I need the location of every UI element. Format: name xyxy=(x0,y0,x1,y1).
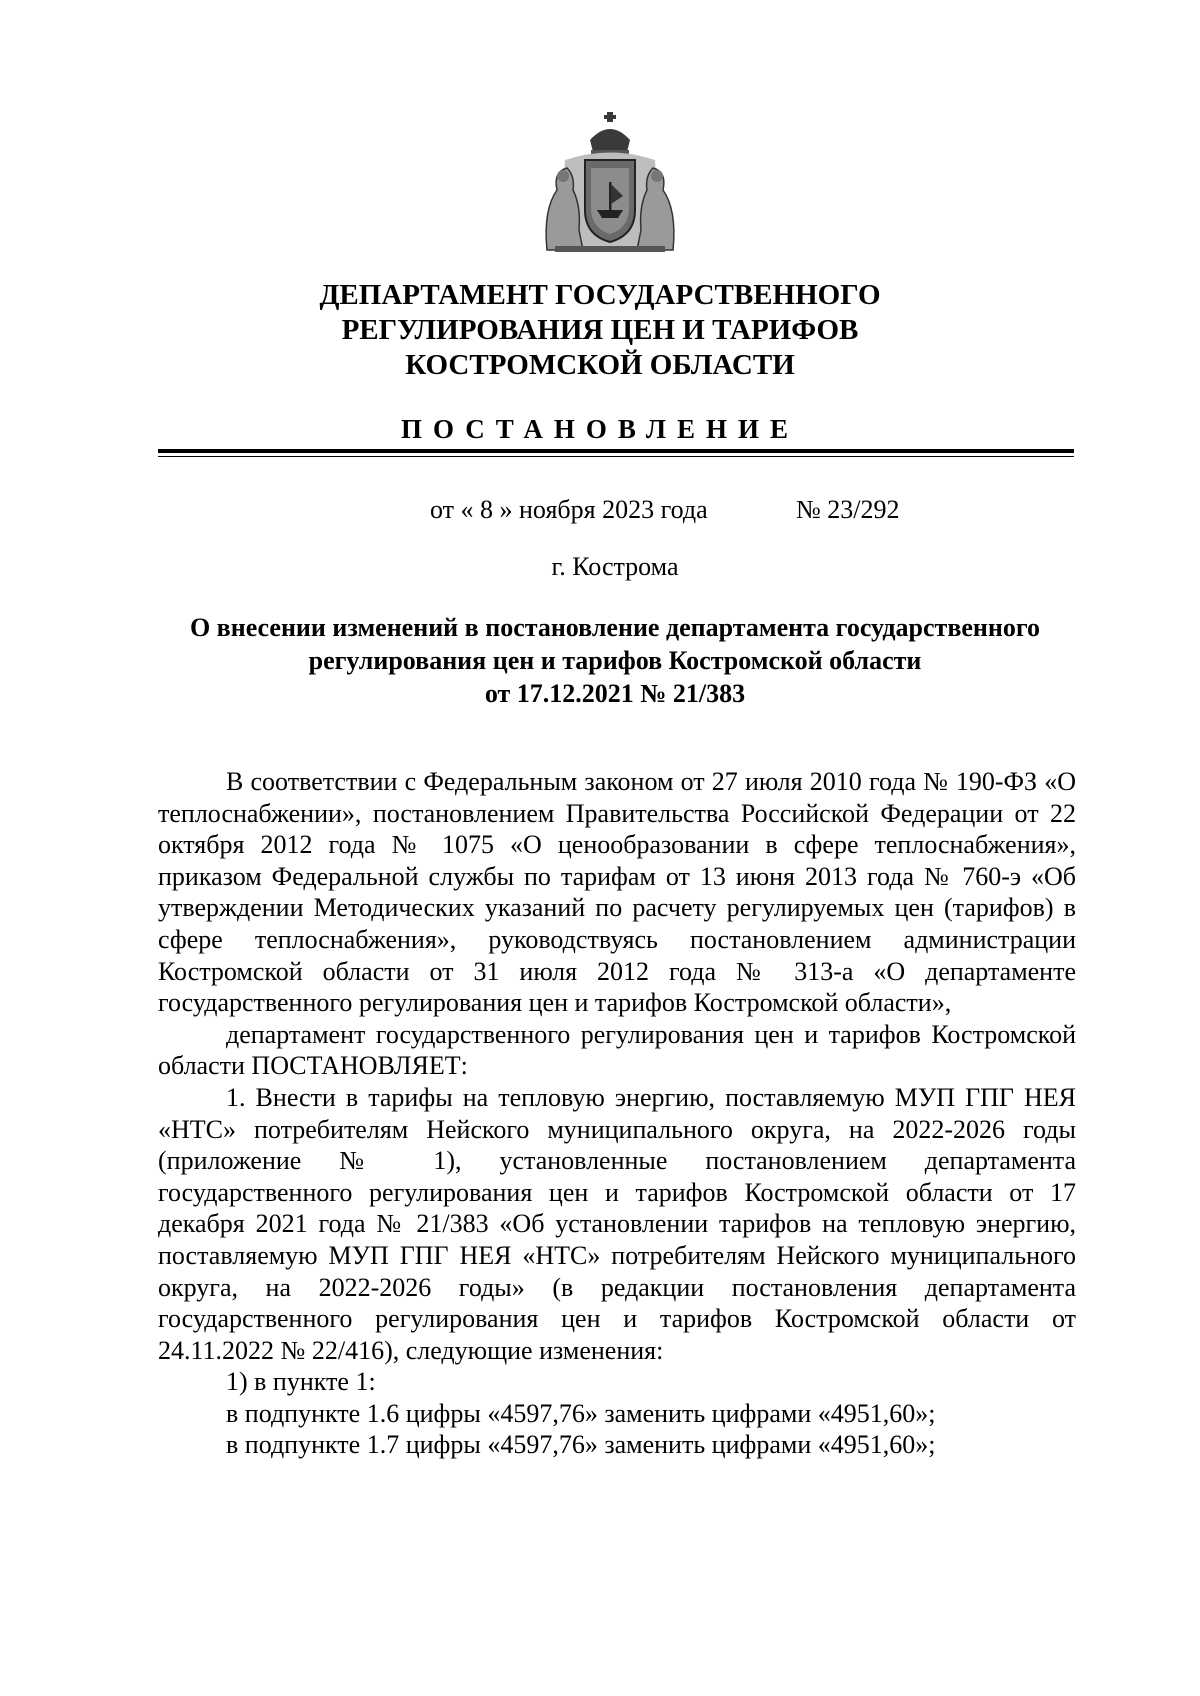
title-line-2: регулирования цен и тарифов Костромской области xyxy=(308,646,922,675)
subitem-1-6-paragraph: в подпункте 1.6 цифры «4597,76» заменить цифрами «4951,60»; xyxy=(226,1398,936,1428)
document-city: г. Кострома xyxy=(551,552,679,581)
resolution-paragraph: департамент государственного регулирования цен и тарифов Костромской области ПОСТАНОВЛЯЕТ: xyxy=(158,1019,1076,1081)
item-1-paragraph: 1. Внести в тарифы на тепловую энергию, поставляемую МУП ГПГ НЕЯ «НТС» потребителям Нейского муниципального округа, на 2022-2026 годы (приложение № 1), установленные постановлением департамента государственного регулирования цен и тарифов Костромской области от 17 декабря 2021 года № 21/383 «Об установлении тарифов на тепловую энергию, поставляемую МУП ГПГ НЕЯ «НТС» потребителям Нейского муниципального округа, на 2022-2026 годы» (в редакции постановления департамента государственного регулирования цен и тарифов Костромской области от 24.11.2022 № 22/416), следующие изменения: xyxy=(158,1082,1076,1365)
kostroma-coat-of-arms-icon xyxy=(535,110,685,260)
document-date: от « 8 » ноября 2023 года xyxy=(430,495,708,524)
subitem-1-7-paragraph: в подпункте 1.7 цифры «4597,76» заменить цифрами «4951,60»; xyxy=(226,1430,936,1460)
subitem-1-paragraph: 1) в пункте 1: xyxy=(226,1367,376,1397)
department-line-2: РЕГУЛИРОВАНИЯ ЦЕН И ТАРИФОВ xyxy=(341,314,859,346)
department-line-3: КОСТРОМСКОЙ ОБЛАСТИ xyxy=(405,349,795,381)
department-line-1: ДЕПАРТАМЕНТ ГОСУДАРСТВЕННОГО xyxy=(319,279,881,311)
header-divider-thick xyxy=(158,449,1074,453)
document-type: ПОСТАНОВЛЕНИЕ xyxy=(400,414,800,444)
document-title xyxy=(150,611,1080,710)
document-number: № 23/292 xyxy=(796,495,900,524)
title-line-1: О внесении изменений в постановление департамента государственного xyxy=(189,613,1041,642)
title-line-3: от 17.12.2021 № 21/383 xyxy=(484,679,746,708)
department-name xyxy=(150,278,1050,383)
header-divider-thin xyxy=(158,456,1074,457)
document-body xyxy=(158,766,1076,1461)
preamble-paragraph: В соответствии с Федеральным законом от 27 июля 2010 года № 190-ФЗ «О теплоснабжении», постановлением Правительства Российской Федерации от 22 октября 2012 года № 1075 «О ценообразовании в сфере теплоснабжения», приказом Федеральной службы по тарифам от 13 июня 2013 года № 760-э «Об утверждении Методических указаний по расчету регулируемых цен (тарифов) в сфере теплоснабжения», руководствуясь постановлением администрации Костромской области от 31 июля 2012 года № 313-а «О департаменте государственного регулирования цен и тарифов Костромской области», xyxy=(158,767,1076,1018)
